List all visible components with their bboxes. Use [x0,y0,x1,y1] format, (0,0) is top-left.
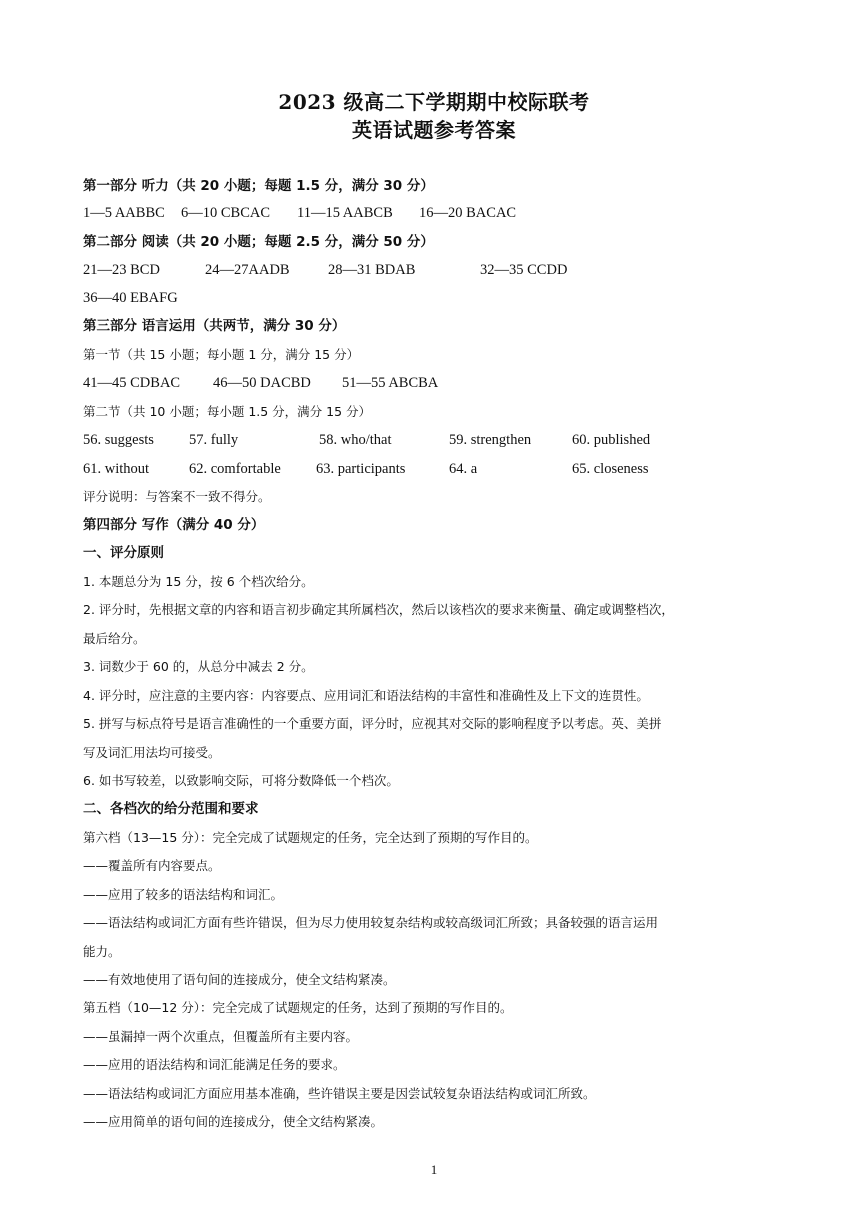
answer-group: 1—5 AABBC [83,205,165,221]
answer-group: 46—50 DACBD [213,375,311,391]
level5-item: ——应用简单的语句间的连接成分，使全文结构紧凑。 [83,1114,384,1129]
part3-section1-answers [83,373,793,393]
part4-heading: 第四部分 写作（满分 40 分） [83,517,265,533]
rule-2-line1: 2. 评分时，先根据文章的内容和语言初步确定其所属档次，然后以该档次的要求来衡量、确定或调整档次， [83,602,674,617]
answer-item: 57. fully [189,432,239,448]
answer-item: 64. a [449,461,478,477]
level5-item: ——虽漏掉一两个次重点，但覆盖所有主要内容。 [83,1029,359,1044]
rule-6: 6. 如书写较差，以致影响交际，可将分数降低一个档次。 [83,773,399,788]
answer-group: 28—31 BDAB [328,262,416,278]
answer-item: 61. without [83,461,150,477]
part3-section2-row1 [83,430,793,450]
principles-heading: 一、评分原则 [83,545,164,561]
part2-heading: 第二部分 阅读（共 20 小题；每题 2.5 分，满分 50 分） [83,234,434,250]
page-number: 1 [430,1162,438,1177]
page-subtitle: 英语试题参考答案 [352,118,516,142]
answer-group: 41—45 CDBAC [83,375,181,391]
answer-group: 6—10 CBCAC [181,205,271,221]
scoring-note: 评分说明：与答案不一致不得分。 [83,489,271,504]
level6-item: ——有效地使用了语句间的连接成分，使全文结构紧凑。 [83,972,396,987]
level5-item: ——应用的语法结构和词汇能满足任务的要求。 [83,1057,346,1072]
level6-item: ——语法结构或词汇方面有些许错误，但为尽力使用较复杂结构或较高级词汇所致；具备较强的语言运用 [83,915,659,930]
answer-item: 65. closeness [572,461,649,477]
rule-5-line1: 5. 拼写与标点符号是语言准确性的一个重要方面，评分时，应视其对交际的影响程度予以考虑。英、美拼 [83,716,662,731]
answer-group: 16—20 BACAC [419,205,517,221]
rule-5-line2: 写及词汇用法均可接受。 [83,745,221,760]
answer-group: 11—15 AABCB [297,205,393,221]
rule-3: 3. 词数少于 60 的，从总分中减去 2 分。 [83,659,314,674]
rule-2-line2: 最后给分。 [83,631,146,646]
part3-section2-row2 [83,459,793,479]
level5-heading: 第五档（10—12 分）：完全完成了试题规定的任务，达到了预期的写作目的。 [83,1000,513,1015]
answer-group: 51—55 ABCBA [342,375,439,391]
part1-answers [83,203,793,223]
answer-group: 32—35 CCDD [480,262,568,278]
level5-item: ——语法结构或词汇方面应用基本准确，些许错误主要是因尝试较复杂语法结构或词汇所致。 [83,1086,596,1101]
rule-4: 4. 评分时，应注意的主要内容：内容要点、应用词汇和语法结构的丰富性和准确性及上下文的连贯性。 [83,688,649,703]
rule-1: 1. 本题总分为 15 分，按 6 个档次给分。 [83,574,314,589]
answer-item: 62. comfortable [189,461,281,477]
answer-group: 36—40 EBAFG [83,290,178,306]
answer-item: 60. published [572,432,651,448]
part3-section1-heading: 第一节（共 15 小题；每小题 1 分，满分 15 分） [83,347,360,362]
answer-group: 24—27AADB [205,262,290,278]
part3-heading: 第三部分 语言运用（共两节，满分 30 分） [83,318,346,334]
part3-section2-heading: 第二节（共 10 小题；每小题 1.5 分，满分 15 分） [83,404,372,419]
answer-item: 58. who/that [319,432,392,448]
part2-answers-row1 [83,260,793,280]
page-title: 2023 级高二下学期期中校际联考 [278,90,590,114]
part1-heading: 第一部分 听力（共 20 小题；每题 1.5 分，满分 30 分） [83,178,434,194]
answer-item: 59. strengthen [449,432,532,448]
answer-item: 56. suggests [83,432,154,448]
level6-heading: 第六档（13—15 分）：完全完成了试题规定的任务，完全达到了预期的写作目的。 [83,830,538,845]
levels-heading: 二、各档次的给分范围和要求 [83,801,259,817]
level6-item: ——应用了较多的语法结构和词汇。 [83,887,284,902]
part2-answers-row2 [83,288,793,308]
level6-item-cont: 能力。 [83,944,121,959]
answer-group: 21—23 BCD [83,262,160,278]
level6-item: ——覆盖所有内容要点。 [83,858,221,873]
answer-item: 63. participants [316,461,406,477]
